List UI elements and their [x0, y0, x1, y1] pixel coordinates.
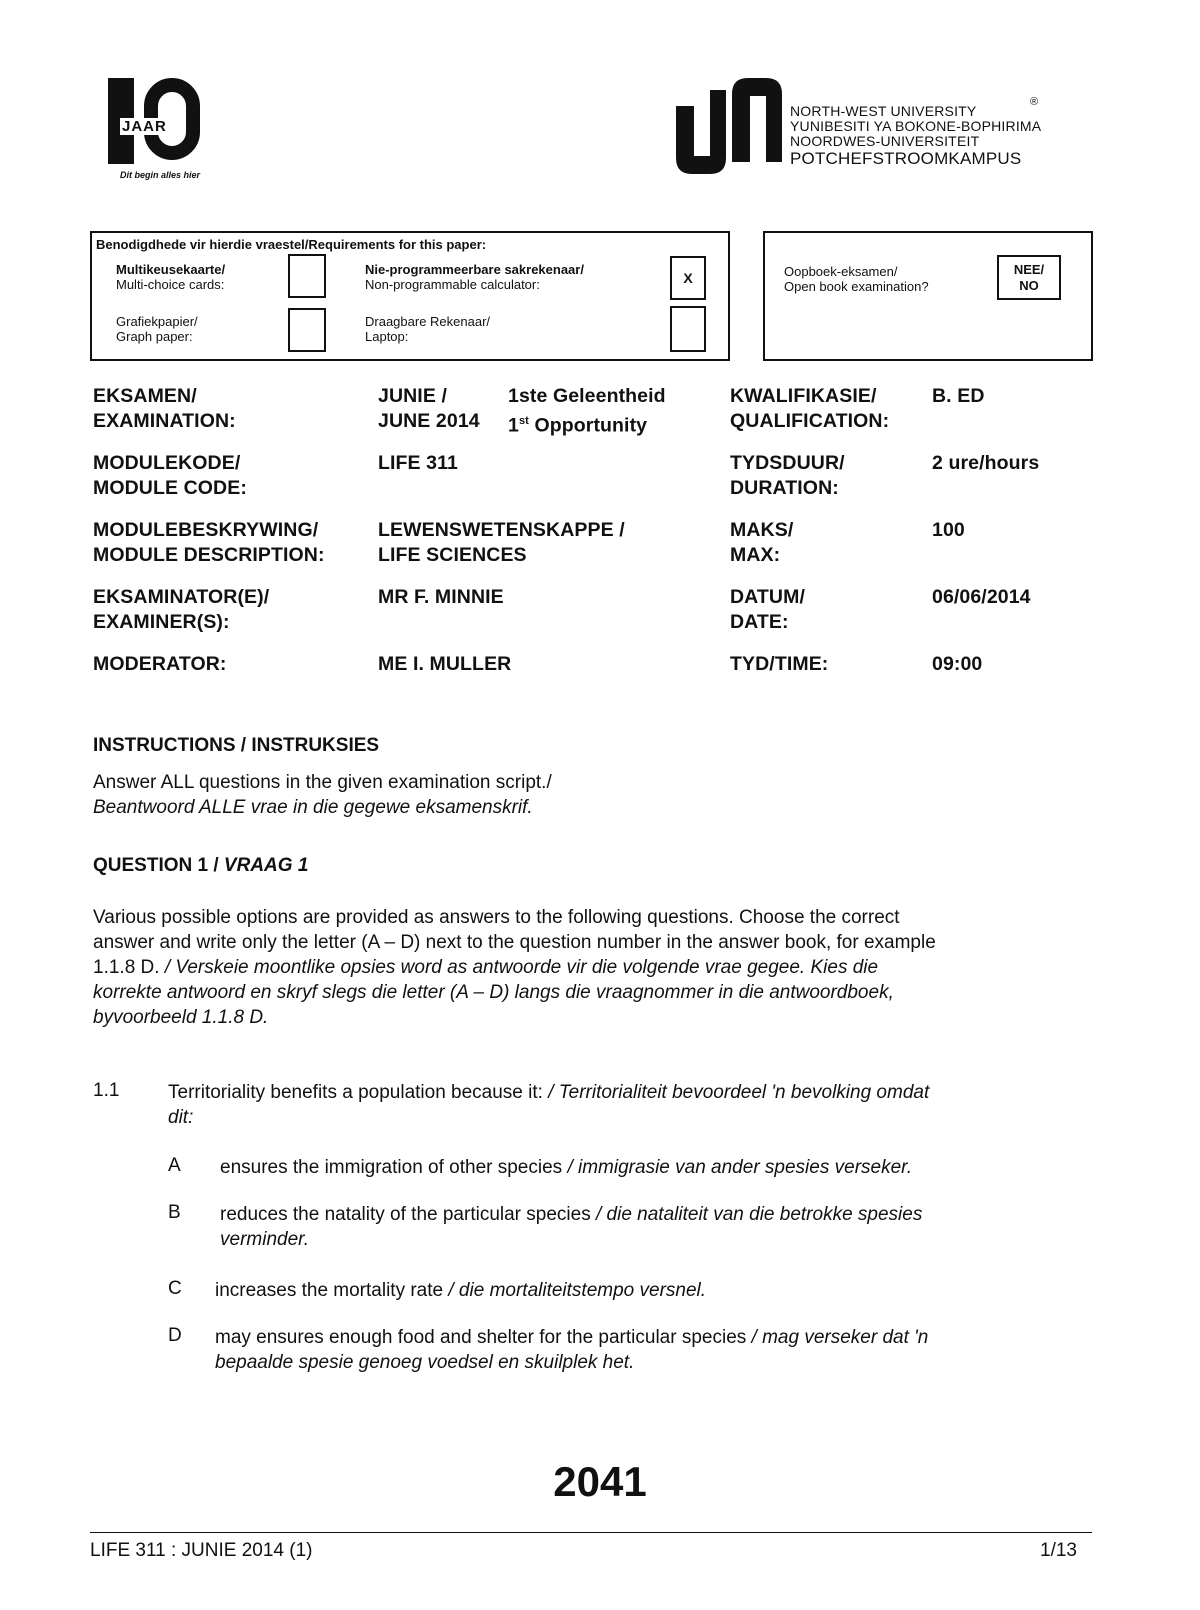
anniversary-logo — [100, 74, 220, 186]
university-name-en: NORTH-WEST UNIVERSITY — [790, 103, 977, 119]
open-book-label: Oopboek-eksamen/ Open book examination? — [784, 264, 929, 294]
footer-page-number: 1/13 — [1040, 1540, 1077, 1561]
examiners-label: EKSAMINATOR(E)/ EXAMINER(S): — [93, 586, 270, 633]
question-1-intro: Various possible options are provided as answers to the following questions. Choose the correct answer and write only the letter (A – D) next to the question number in the answer book, for example 1.1.8 D. / Verskeie moontlike opsies word as antwoorde vir die volgende vrae gegee. Kies die korrekte antwoord en skryf slegs die letter (A – D) langs die vraagnommer in die antwoordboek, byvoorbeeld 1.1.8 D. — [93, 907, 936, 1028]
instructions-text: Answer ALL questions in the given examination script./ Beantwoord ALLE vrae in die gegewe eksamenskrif. — [93, 772, 552, 818]
req-graphpaper-checkbox[interactable] — [288, 308, 326, 352]
question-1-1-number: 1.1 — [93, 1080, 120, 1101]
module-description-label: MODULEBESKRYWING/ MODULE DESCRIPTION: — [93, 519, 325, 566]
page-code: 2041 — [553, 1458, 647, 1505]
campus-name: POTCHEFSTROOMKAMPUS — [790, 149, 1022, 168]
option-d-letter: D — [168, 1325, 182, 1346]
university-name-tn: YUNIBESITI YA BOKONE-BOPHIRIMA — [790, 118, 1042, 134]
option-b-text: reduces the natality of the particular species / die nataliteit van die betrokke spesies verminder. — [220, 1204, 923, 1250]
time-value: 09:00 — [932, 653, 983, 675]
examination-opportunity: 1ste Geleentheid 1st Opportunity — [508, 385, 666, 437]
module-code-value: LIFE 311 — [378, 452, 458, 474]
option-b-letter: B — [168, 1202, 181, 1223]
instructions-heading: INSTRUCTIONS / INSTRUKSIES — [93, 735, 380, 756]
moderator-label: MODERATOR: — [93, 653, 227, 675]
question-1-heading: QUESTION 1 / VRAAG 1 — [93, 855, 309, 876]
registered-mark: ® — [1030, 96, 1039, 108]
max-label: MAKS/ MAX: — [730, 519, 794, 566]
university-logo-icon — [672, 76, 790, 176]
option-a-text: ensures the immigration of other species / immigrasie van ander spesies verseker. — [220, 1157, 913, 1178]
req-multichoice-label: Multikeusekaarte/ Multi-choice cards: — [116, 262, 226, 292]
option-d-text: may ensures enough food and shelter for the particular species / mag verseker dat 'n bepaalde spesie genoeg voedsel en skuilplek het. — [215, 1327, 929, 1373]
qualification-label: KWALIFIKASIE/ QUALIFICATION: — [730, 385, 890, 432]
req-multichoice-checkbox[interactable] — [288, 254, 326, 298]
university-name — [790, 104, 1041, 169]
time-label: TYD/TIME: — [730, 653, 829, 675]
examination-value: JUNIE / JUNE 2014 — [378, 385, 480, 432]
examination-label: EKSAMEN/ EXAMINATION: — [93, 385, 236, 432]
req-laptop-checkbox[interactable] — [670, 306, 706, 352]
footer-divider — [90, 1532, 1092, 1533]
open-book-answer: NEE/ NO — [997, 255, 1061, 300]
max-value: 100 — [932, 519, 965, 541]
req-laptop-label: Draagbare Rekenaar/ Laptop: — [365, 314, 491, 344]
req-calculator-checkbox[interactable]: X — [670, 256, 706, 300]
option-a-letter: A — [168, 1155, 181, 1176]
question-1-1-stem: Territoriality benefits a population because it: / Territorialiteit bevoordeel 'n bevolking omdat dit: — [168, 1082, 930, 1128]
module-code-label: MODULEKODE/ MODULE CODE: — [93, 452, 247, 499]
logo-tagline: Dit begin alles hier — [120, 170, 201, 180]
date-value: 06/06/2014 — [932, 586, 1031, 608]
duration-label: TYDSDUUR/ DURATION: — [730, 452, 845, 499]
req-graphpaper-label: Grafiekpapier/ Graph paper: — [116, 314, 198, 344]
footer-module: LIFE 311 : JUNIE 2014 (1) — [90, 1540, 313, 1561]
duration-value: 2 ure/hours — [932, 452, 1040, 474]
option-c-text: increases the mortality rate / die mortaliteitstempo versnel. — [215, 1280, 707, 1301]
option-c-letter: C — [168, 1278, 182, 1299]
logo-jaar: JAAR — [122, 118, 167, 135]
university-name-af: NOORDWES-UNIVERSITEIT — [790, 133, 980, 149]
requirements-title: Benodigdhede vir hierdie vraestel/Requirements for this paper: — [96, 237, 487, 252]
req-calculator-label: Nie-programmeerbare sakrekenaar/ Non-programmable calculator: — [365, 262, 584, 292]
date-label: DATUM/ DATE: — [730, 586, 805, 633]
examiners-value: MR F. MINNIE — [378, 586, 504, 608]
module-description-value: LEWENSWETENSKAPPE / LIFE SCIENCES — [378, 519, 625, 566]
qualification-value: B. ED — [932, 385, 985, 407]
moderator-value: ME I. MULLER — [378, 653, 512, 675]
